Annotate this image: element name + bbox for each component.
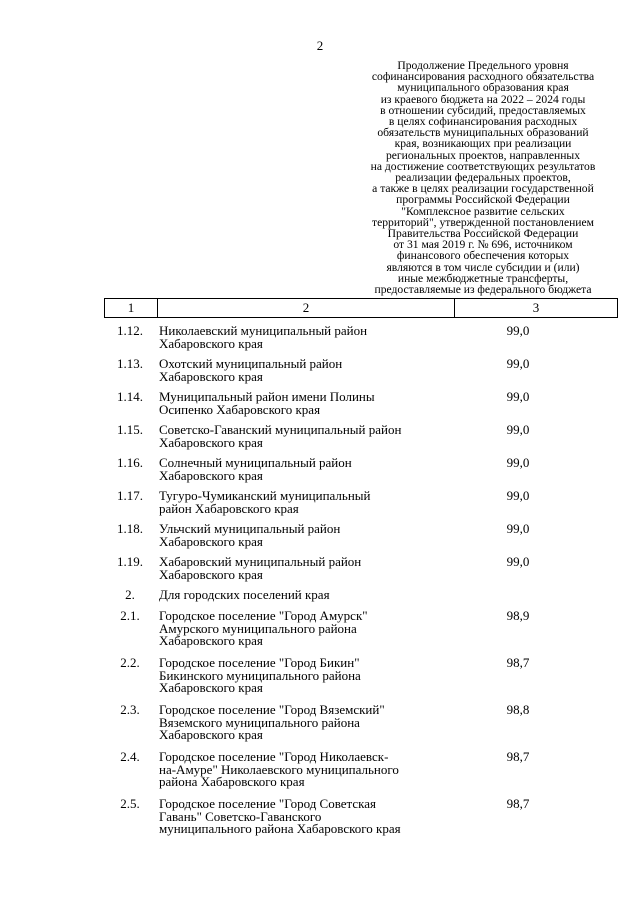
caption-line: иные межбюджетные трансферты, <box>397 271 569 285</box>
caption-line: "Комплексное развитие сельских <box>401 204 565 218</box>
row-value: 98,8 <box>506 702 530 717</box>
row-value: 99,0 <box>506 323 530 338</box>
caption-line: обязательств муниципальных образований <box>377 126 589 140</box>
row-name-line: Тугуро-Чумиканский муниципальный <box>159 488 371 503</box>
row-number: 2. <box>125 587 135 602</box>
row-name <box>159 607 459 648</box>
table-row <box>104 795 618 842</box>
row-name <box>159 421 459 449</box>
row-name-line: Советско-Гаванский муниципальный район <box>159 422 402 437</box>
caption-line: финансового обеспечения которых <box>396 249 570 263</box>
row-value: 98,7 <box>506 749 530 764</box>
row-name-line: на-Амуре" Николаевского муниципального <box>159 761 399 777</box>
header-col-2: 2 <box>158 299 455 318</box>
row-value: 98,9 <box>506 608 530 623</box>
row-name-line: Городское поселение "Город Амурск" <box>159 608 368 623</box>
row-value: 98,7 <box>506 655 530 670</box>
row-name <box>159 388 459 416</box>
row-name-line: Охотский муниципальный район <box>159 356 343 371</box>
row-name-line: Городское поселение "Город Вяземский" <box>159 702 385 717</box>
row-name <box>159 701 459 742</box>
row-name <box>159 795 459 836</box>
row-value: 99,0 <box>506 455 530 470</box>
table-row <box>104 520 618 553</box>
table-body <box>104 322 618 842</box>
row-number: 1.18. <box>117 521 143 536</box>
table-row <box>104 586 618 607</box>
caption-line: территорий", утвержденной постановлением <box>372 215 594 229</box>
caption-line: софинансирования расходного обязательства <box>371 70 595 84</box>
row-name <box>159 748 459 789</box>
caption-line: а также в целях реализации государственной <box>372 182 594 196</box>
document-caption <box>348 60 618 295</box>
row-name-line: Хабаровского края <box>159 335 263 351</box>
row-number: 1.12. <box>117 323 143 338</box>
row-name-line: Городское поселение "Город Николаевск- <box>159 749 389 764</box>
row-name <box>159 322 459 350</box>
row-name <box>159 520 459 548</box>
row-number: 2.3. <box>120 702 140 717</box>
caption-line: от 31 мая 2019 г. № 696, источником <box>393 238 573 252</box>
caption-line: программы Российской Федерации <box>396 193 570 207</box>
row-number: 2.4. <box>120 749 140 764</box>
row-name <box>159 454 459 482</box>
row-number: 1.15. <box>117 422 143 437</box>
row-name-line: Ульчский муниципальный район <box>159 521 341 536</box>
row-name-line: район Хабаровского края <box>159 500 299 516</box>
header-col-3: 3 <box>455 299 618 318</box>
row-name-line: Хабаровского края <box>159 727 263 742</box>
row-name-line: Хабаровского края <box>159 467 263 483</box>
row-number: 1.14. <box>117 389 143 404</box>
table-row <box>104 748 618 795</box>
caption-line: в целях софинансирования расходных <box>388 115 578 129</box>
table-row <box>104 654 618 701</box>
row-number: 1.19. <box>117 554 143 569</box>
caption-line: являются в том числе субсидии и (или) <box>386 260 580 274</box>
row-name-line: района Хабаровского края <box>159 774 305 789</box>
table-row <box>104 701 618 748</box>
row-name-line: Амурского муниципального района <box>159 620 357 636</box>
caption-line: предоставляемые из федерального бюджета <box>374 283 592 297</box>
row-name-line: Хабаровского края <box>159 633 263 648</box>
header-col-1: 1 <box>105 299 158 318</box>
row-number: 1.13. <box>117 356 143 371</box>
row-number: 1.16. <box>117 455 143 470</box>
row-name <box>159 586 459 602</box>
row-value: 99,0 <box>506 356 530 371</box>
row-value: 99,0 <box>506 389 530 404</box>
row-name-line: Хабаровского края <box>159 533 263 549</box>
caption-line: реализации федеральных проектов, <box>395 171 571 185</box>
row-name-line: Хабаровского края <box>159 680 263 695</box>
row-name-line: Николаевский муниципальный район <box>159 323 368 338</box>
row-number: 2.1. <box>120 608 140 623</box>
row-name-line: Муниципальный район имени Полины <box>159 389 375 404</box>
table-row <box>104 553 618 586</box>
row-name <box>159 654 459 695</box>
table-row <box>104 421 618 454</box>
row-value: 99,0 <box>506 521 530 536</box>
table-row <box>104 388 618 421</box>
page-number: 2 <box>316 38 324 53</box>
row-name <box>159 553 459 581</box>
row-value: 99,0 <box>506 422 530 437</box>
row-name-line: Осипенко Хабаровского края <box>159 401 321 417</box>
row-name-line: Городское поселение "Город Советская <box>159 796 377 811</box>
caption-line: в отношении субсидий, предоставляемых <box>380 103 586 117</box>
table-row <box>104 607 618 654</box>
row-number: 2.2. <box>120 655 140 670</box>
row-name-line: Гавань" Советско-Гаванского <box>159 808 322 824</box>
row-value: 99,0 <box>506 488 530 503</box>
row-name-line: Городское поселение "Город Бикин" <box>159 655 360 670</box>
caption-line: края, возникающих при реализации <box>394 137 572 151</box>
row-number: 2.5. <box>120 796 140 811</box>
caption-line: Продолжение Предельного уровня <box>397 59 569 72</box>
table-row <box>104 454 618 487</box>
row-name <box>159 355 459 383</box>
row-name-line: Хабаровский муниципальный район <box>159 554 362 569</box>
row-name-line: Хабаровского края <box>159 566 263 582</box>
caption-line: Правительства Российской Федерации <box>387 227 579 241</box>
table-row <box>104 322 618 355</box>
table-row <box>104 355 618 388</box>
row-name-line: Бикинского муниципального района <box>159 667 361 683</box>
row-value: 98,7 <box>506 796 530 811</box>
row-number: 1.17. <box>117 488 143 503</box>
table-header <box>104 298 618 318</box>
row-name-line: Хабаровского края <box>159 434 263 450</box>
row-name-line: Хабаровского края <box>159 368 263 384</box>
row-name-line: Для городских поселений края <box>159 587 330 602</box>
caption-line: на достижение соответствующих результатов <box>370 159 596 173</box>
caption-line: региональных проектов, направленных <box>385 148 581 162</box>
caption-line: муниципального образования края <box>397 81 569 95</box>
caption-line: из краевого бюджета на 2022 – 2024 годы <box>380 92 586 106</box>
row-value: 99,0 <box>506 554 530 569</box>
row-name <box>159 487 459 515</box>
row-name-line: Солнечный муниципальный район <box>159 455 352 470</box>
row-name-line: Вяземского муниципального района <box>159 714 360 730</box>
row-name-line: муниципального района Хабаровского края <box>159 821 401 836</box>
table-row <box>104 487 618 520</box>
